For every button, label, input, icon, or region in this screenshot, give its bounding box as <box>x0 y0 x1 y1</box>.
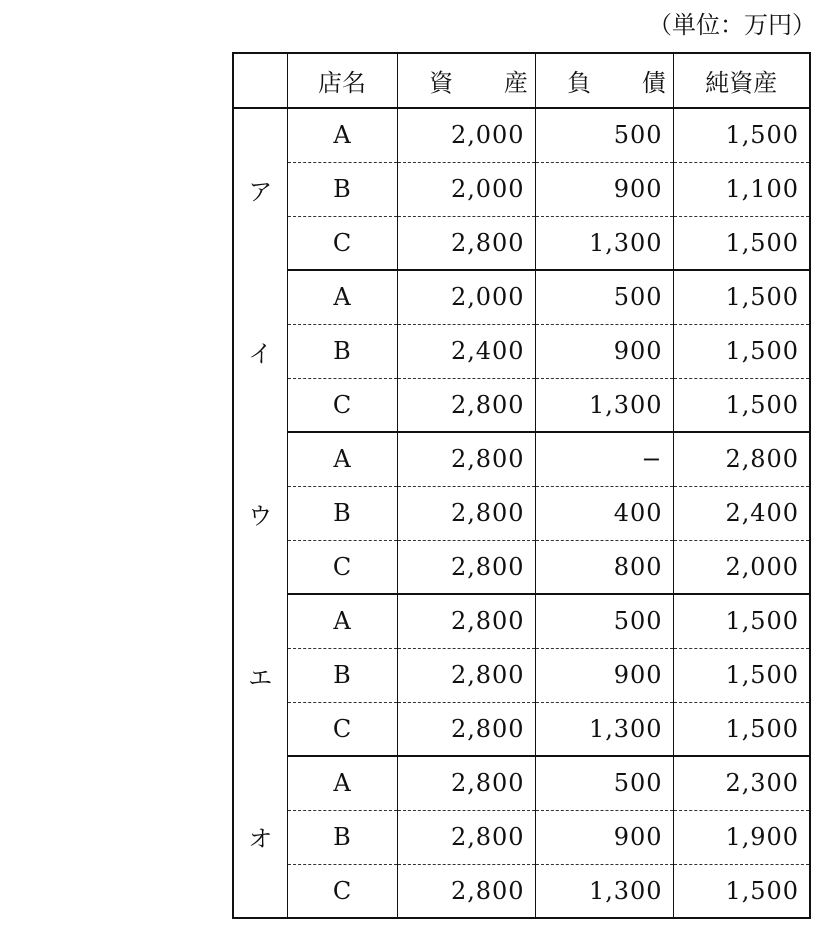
table-row <box>233 810 810 864</box>
assets-cell: 2,400 <box>397 324 535 378</box>
table-row <box>233 432 810 486</box>
net-assets-cell: 1,500 <box>673 108 810 162</box>
unit-note: （単位：万円） <box>648 11 816 39</box>
assets-cell: 2,800 <box>397 648 535 702</box>
assets-cell: 2,800 <box>397 486 535 540</box>
table-row <box>233 270 810 324</box>
liabilities-cell: 1,300 <box>535 702 673 756</box>
table-row <box>233 162 810 216</box>
net-assets-cell: 2,000 <box>673 540 810 594</box>
option-label: エ <box>233 594 287 756</box>
net-assets-cell: 1,500 <box>673 378 810 432</box>
store-cell: A <box>287 594 397 648</box>
liabilities-cell: 400 <box>535 486 673 540</box>
net-assets-cell: 1,900 <box>673 810 810 864</box>
header-assets: 資 産 <box>397 53 535 108</box>
option-label: イ <box>233 270 287 432</box>
store-cell: B <box>287 162 397 216</box>
store-cell: A <box>287 108 397 162</box>
liabilities-cell: 500 <box>535 594 673 648</box>
assets-cell: 2,800 <box>397 378 535 432</box>
store-cell: C <box>332 876 352 905</box>
store-cell: B <box>287 810 397 864</box>
net-assets-cell: 1,500 <box>673 324 810 378</box>
table-row <box>233 702 810 756</box>
table-row <box>233 756 810 810</box>
store-cell: B <box>287 324 397 378</box>
assets-cell: 2,800 <box>397 756 535 810</box>
option-label: オ <box>233 756 287 918</box>
store-cell: C <box>287 702 397 756</box>
assets-cell: 2,800 <box>397 810 535 864</box>
liabilities-cell: 1,300 <box>535 378 673 432</box>
store-cell: B <box>287 648 397 702</box>
net-assets-cell: 1,500 <box>673 594 810 648</box>
liabilities-cell: 500 <box>535 756 673 810</box>
assets-cell: 2,800 <box>397 216 535 270</box>
store-cell: A <box>287 432 397 486</box>
table-row <box>233 594 810 648</box>
net-assets-cell: 1,500 <box>673 648 810 702</box>
option-label: ウ <box>233 432 287 594</box>
table-row <box>233 486 810 540</box>
store-cell: C <box>287 216 397 270</box>
store-cell: C <box>287 540 397 594</box>
assets-cell: 2,000 <box>397 162 535 216</box>
assets-cell: 2,800 <box>397 702 535 756</box>
liabilities-cell: 500 <box>535 108 673 162</box>
table-row <box>233 648 810 702</box>
liabilities-cell: 900 <box>535 810 673 864</box>
net-assets-cell: 1,500 <box>673 270 810 324</box>
assets-cell: 2,000 <box>397 108 535 162</box>
net-assets-cell: 2,800 <box>673 432 810 486</box>
assets-cell: 2,800 <box>397 540 535 594</box>
table-row <box>233 540 810 594</box>
table-row <box>233 324 810 378</box>
store-cell: A <box>287 756 397 810</box>
table-row <box>233 378 810 432</box>
header-net-assets: 純資産 <box>673 53 810 108</box>
table-row <box>233 216 810 270</box>
assets-cell: 2,000 <box>397 270 535 324</box>
liabilities-cell: 900 <box>535 324 673 378</box>
table-body <box>233 108 810 918</box>
table-row <box>233 864 810 918</box>
table-row <box>233 108 810 162</box>
net-assets-cell: 1,500 <box>673 702 810 756</box>
liabilities-cell: 500 <box>535 270 673 324</box>
header-liabilities: 負 債 <box>535 53 673 108</box>
answer-choices-table <box>232 52 811 919</box>
liabilities-cell: 1,300 <box>535 216 673 270</box>
liabilities-cell: − <box>535 432 673 486</box>
assets-cell: 2,800 <box>397 594 535 648</box>
liabilities-cell: 900 <box>535 162 673 216</box>
net-assets-cell: 2,400 <box>673 486 810 540</box>
liabilities-cell: 900 <box>535 648 673 702</box>
option-label: ア <box>233 108 287 270</box>
liabilities-cell: 800 <box>535 540 673 594</box>
liabilities-cell: 1,300 <box>535 864 673 918</box>
net-assets-cell: 1,500 <box>673 216 810 270</box>
net-assets-cell: 2,300 <box>673 756 810 810</box>
store-cell: B <box>287 486 397 540</box>
header-store: 店名 <box>287 53 397 108</box>
assets-cell: 2,800 <box>397 432 535 486</box>
store-cell: A <box>287 270 397 324</box>
store-cell: C <box>287 378 397 432</box>
net-assets-cell: 1,500 <box>673 864 810 918</box>
header-option <box>233 53 287 108</box>
assets-cell: 2,800 <box>397 864 535 918</box>
header-row <box>233 53 810 108</box>
net-assets-cell: 1,100 <box>673 162 810 216</box>
